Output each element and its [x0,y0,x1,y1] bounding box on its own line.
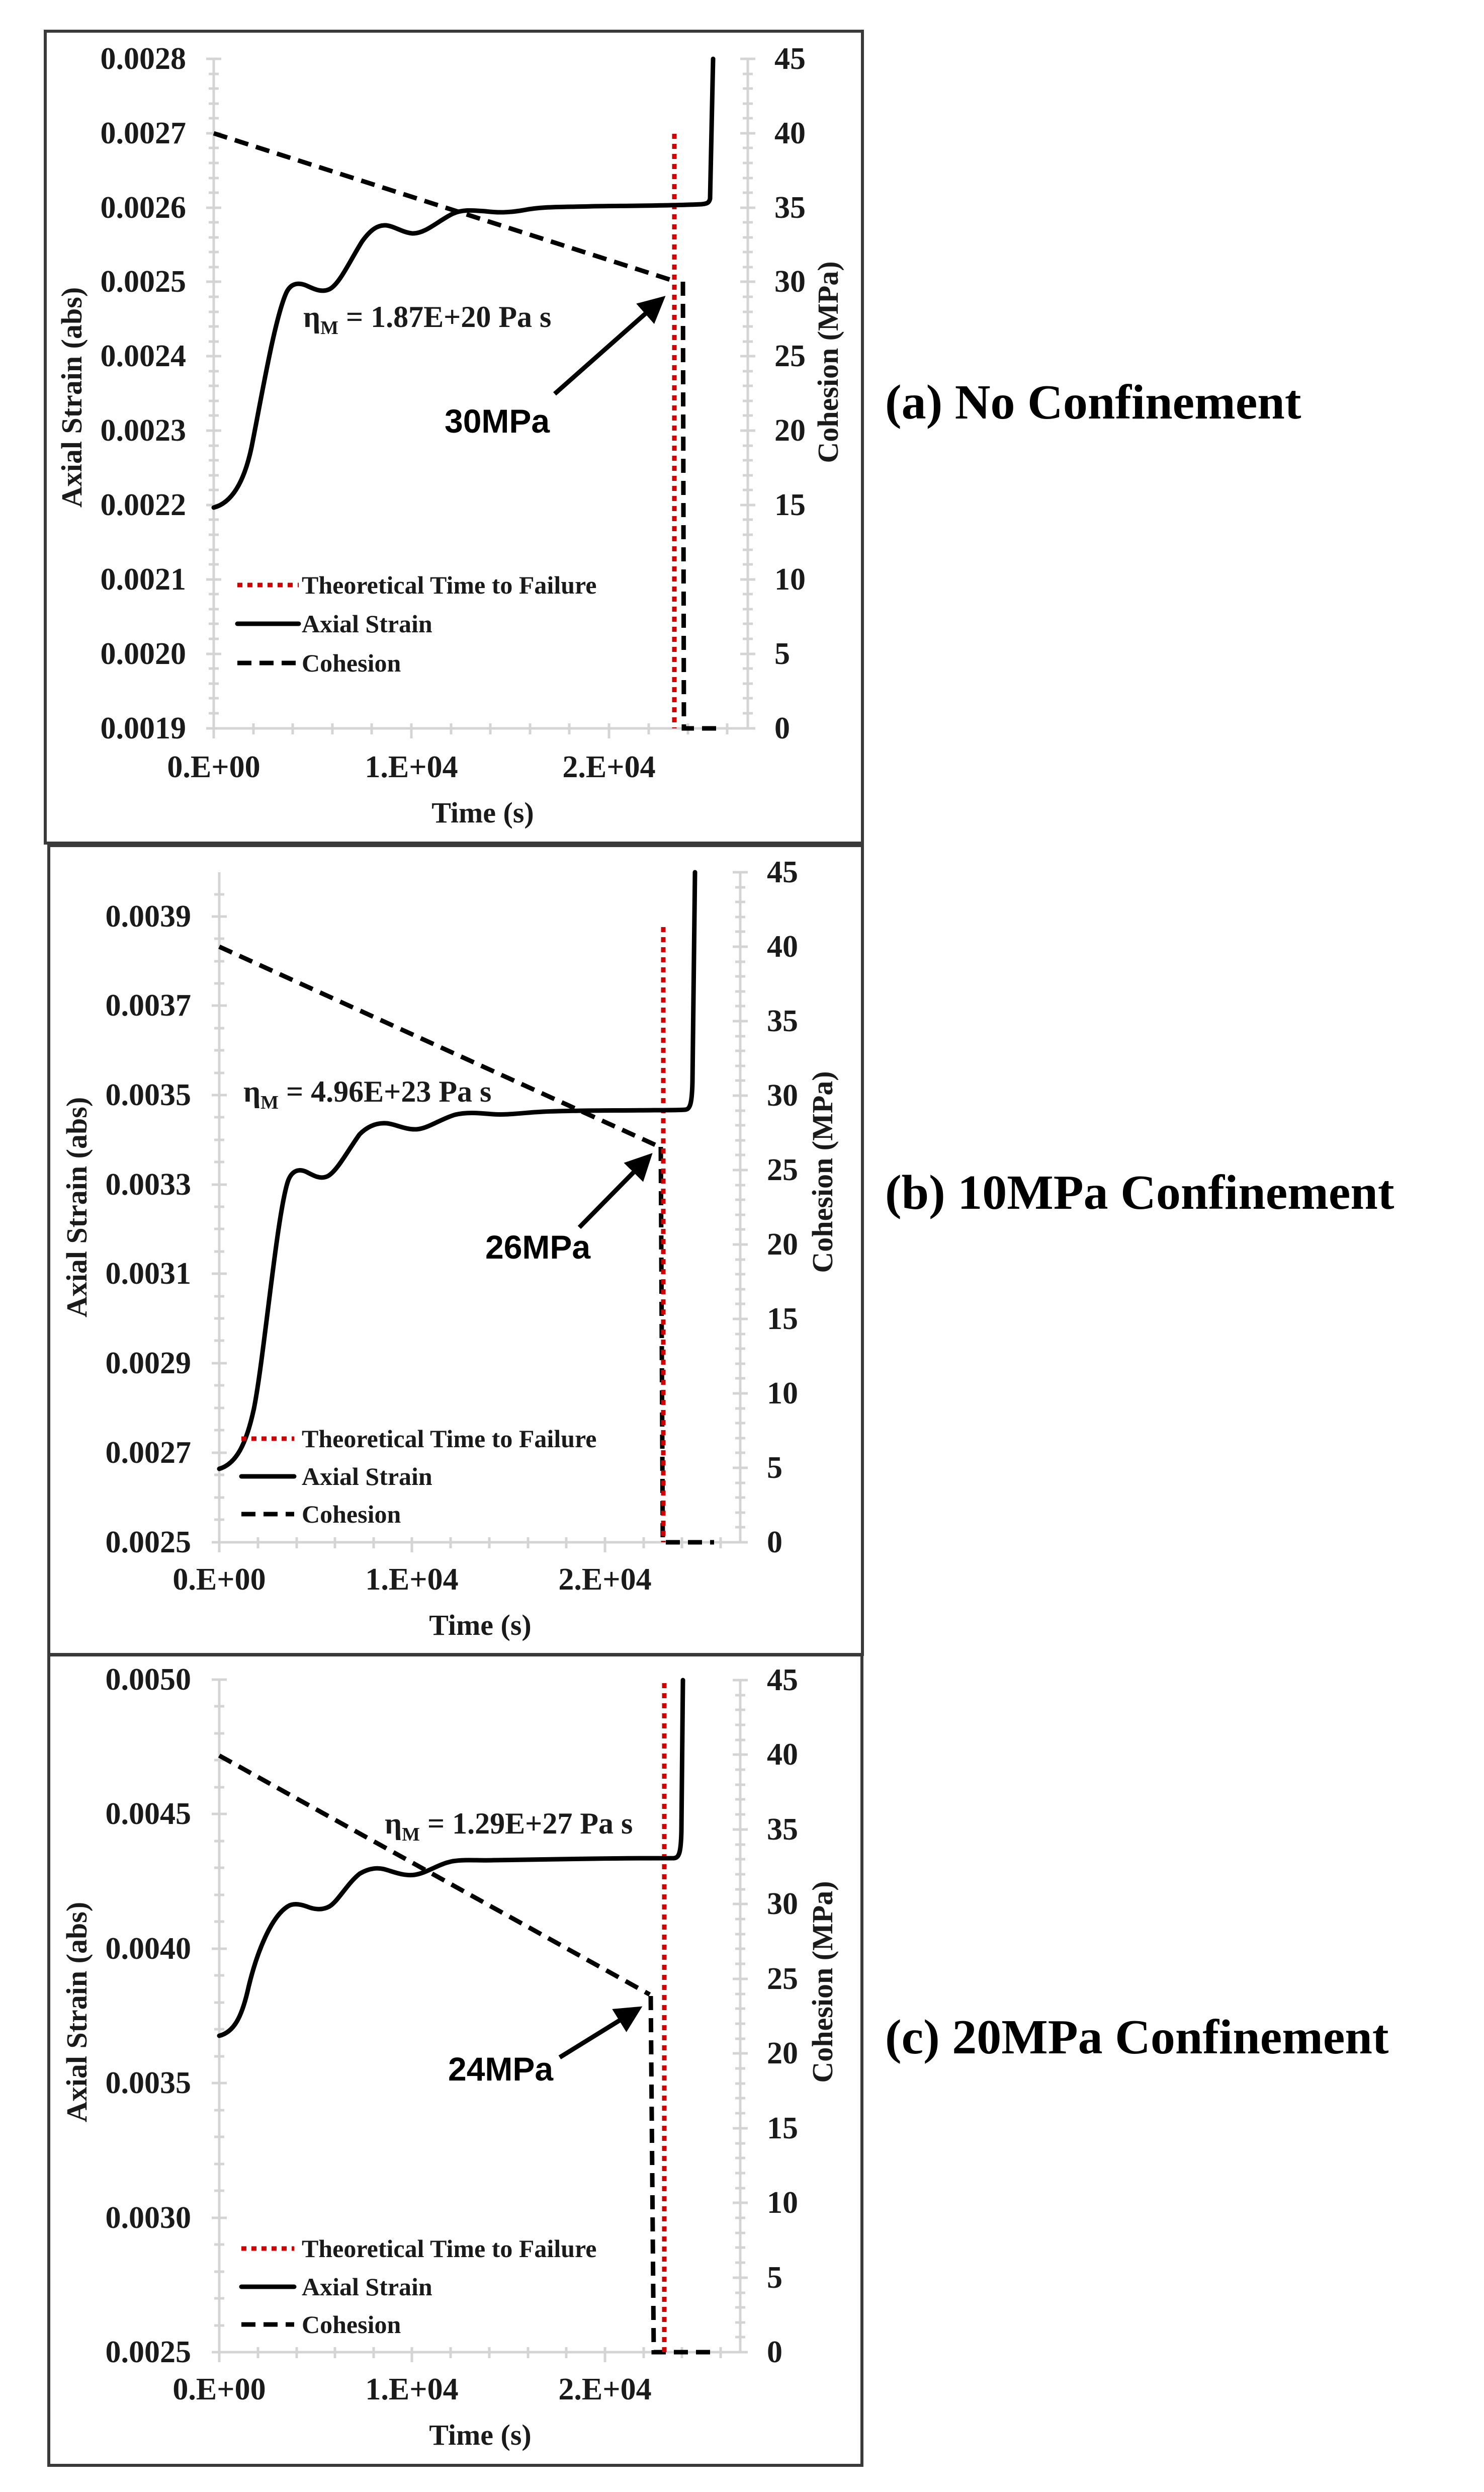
y2-tick-label: 15 [767,1302,798,1336]
y2-tick-label: 25 [774,339,806,373]
y-tick-label: 0.0045 [105,1797,191,1831]
legend-cohesion-label: Cohesion [302,2310,401,2339]
panel-b-label: (b) 10MPa Confinement [885,1166,1394,1220]
y-tick-label: 0.0024 [100,339,186,373]
y2-tick-label: 5 [767,2261,782,2295]
callout-label: 30MPa [445,402,550,440]
y-tick-label: 0.0026 [100,191,186,225]
x-axis-title: Time (s) [429,2419,532,2451]
y2-tick-label: 25 [767,1153,798,1187]
y-tick-label: 0.0023 [100,413,186,448]
y-tick-label: 0.0040 [105,1932,191,1966]
y2-tick-label: 40 [767,930,798,964]
y2-tick-label: 30 [774,265,806,299]
y2-tick-label: 20 [767,1227,798,1262]
legend-ttf-label: Theoretical Time to Failure [302,2234,597,2263]
y2-tick-label: 0 [767,2335,782,2369]
y2-tick-label: 25 [767,1962,798,1996]
y-tick-label: 0.0027 [100,116,186,150]
panel-c-label: (c) 20MPa Confinement [885,2010,1389,2064]
callout-label: 24MPa [448,2050,554,2088]
y2-tick-label: 10 [774,562,806,597]
y2-tick-label: 5 [774,637,790,671]
y-tick-label: 0.0037 [105,988,191,1023]
y2-tick-label: 35 [774,191,806,225]
y-tick-label: 0.0021 [100,562,186,597]
y2-tick-label: 30 [767,1887,798,1921]
y-tick-label: 0.0027 [105,1436,191,1470]
x-tick-label: 2.E+04 [558,1562,652,1597]
y2-tick-label: 10 [767,1376,798,1410]
y2-tick-label: 35 [767,1004,798,1038]
y2-tick-label: 20 [767,2036,798,2070]
legend-cohesion-label: Cohesion [302,1500,401,1528]
y2-tick-label: 35 [767,1812,798,1847]
x-axis-title: Time (s) [431,796,534,829]
panel-b [49,846,862,1654]
viscosity-annotation: $\eta_M = 1.87E+20$ Pa s [303,300,552,339]
panel-a [45,31,862,843]
y-tick-label: 0.0025 [100,265,186,299]
x-tick-label: 0.E+00 [167,750,260,784]
y-tick-label: 0.0025 [105,2335,191,2369]
panel-a-label: (a) No Confinement [885,375,1301,430]
panel-c [49,1655,862,2465]
viscosity-annotation: $\eta_M = 1.29E+27$ Pa s [385,1807,633,1845]
x-tick-label: 1.E+04 [365,1562,459,1597]
legend-strain-label: Axial Strain [302,2273,432,2301]
legend-ttf-label: Theoretical Time to Failure [302,571,597,599]
x-tick-label: 2.E+04 [562,750,656,784]
y-tick-label: 0.0028 [100,42,186,76]
y2-tick-label: 0 [767,1525,782,1559]
y-tick-label: 0.0022 [100,488,186,522]
y2-tick-label: 5 [767,1451,782,1485]
y2-tick-label: 15 [774,488,806,522]
y-tick-label: 0.0031 [105,1257,191,1291]
right-axis-title: Cohesion (MPa) [806,1881,839,2083]
x-tick-label: 1.E+04 [365,750,458,784]
left-axis-title: Axial Strain (abs) [60,1097,93,1318]
y-tick-label: 0.0020 [100,637,186,671]
y-tick-label: 0.0050 [105,1663,191,1697]
x-tick-label: 2.E+04 [558,2372,652,2406]
y2-tick-label: 20 [774,413,806,448]
legend-cohesion-label: Cohesion [302,649,401,677]
x-tick-label: 1.E+04 [365,2372,459,2406]
y2-tick-label: 40 [774,116,806,150]
y2-tick-label: 0 [774,711,790,745]
y2-tick-label: 30 [767,1078,798,1113]
y-tick-label: 0.0019 [100,711,186,745]
x-axis-title: Time (s) [429,1609,532,1641]
left-axis-title: Axial Strain (abs) [55,287,88,508]
y-tick-label: 0.0025 [105,1525,191,1559]
y-tick-label: 0.0035 [105,2066,191,2100]
viscosity-annotation: $\eta_M = 4.96E+23$ Pa s [243,1075,492,1113]
callout-label: 26MPa [485,1228,591,1266]
right-axis-title: Cohesion (MPa) [812,261,844,463]
y-tick-label: 0.0035 [105,1078,191,1112]
y-tick-label: 0.0030 [105,2201,191,2235]
y2-tick-label: 40 [767,1737,798,1772]
y2-tick-label: 45 [767,855,798,889]
y-tick-label: 0.0033 [105,1168,191,1202]
left-axis-title: Axial Strain (abs) [60,1901,93,2123]
legend-ttf-label: Theoretical Time to Failure [302,1425,597,1453]
y-tick-label: 0.0029 [105,1346,191,1380]
legend-strain-label: Axial Strain [302,610,432,638]
y2-tick-label: 45 [774,42,806,76]
y2-tick-label: 10 [767,2186,798,2220]
legend-strain-label: Axial Strain [302,1462,432,1490]
right-axis-title: Cohesion (MPa) [806,1071,839,1273]
x-tick-label: 0.E+00 [172,1562,266,1597]
y2-tick-label: 15 [767,2111,798,2145]
y-tick-label: 0.0039 [105,899,191,934]
y2-tick-label: 45 [767,1663,798,1697]
x-tick-label: 0.E+00 [172,2372,266,2406]
